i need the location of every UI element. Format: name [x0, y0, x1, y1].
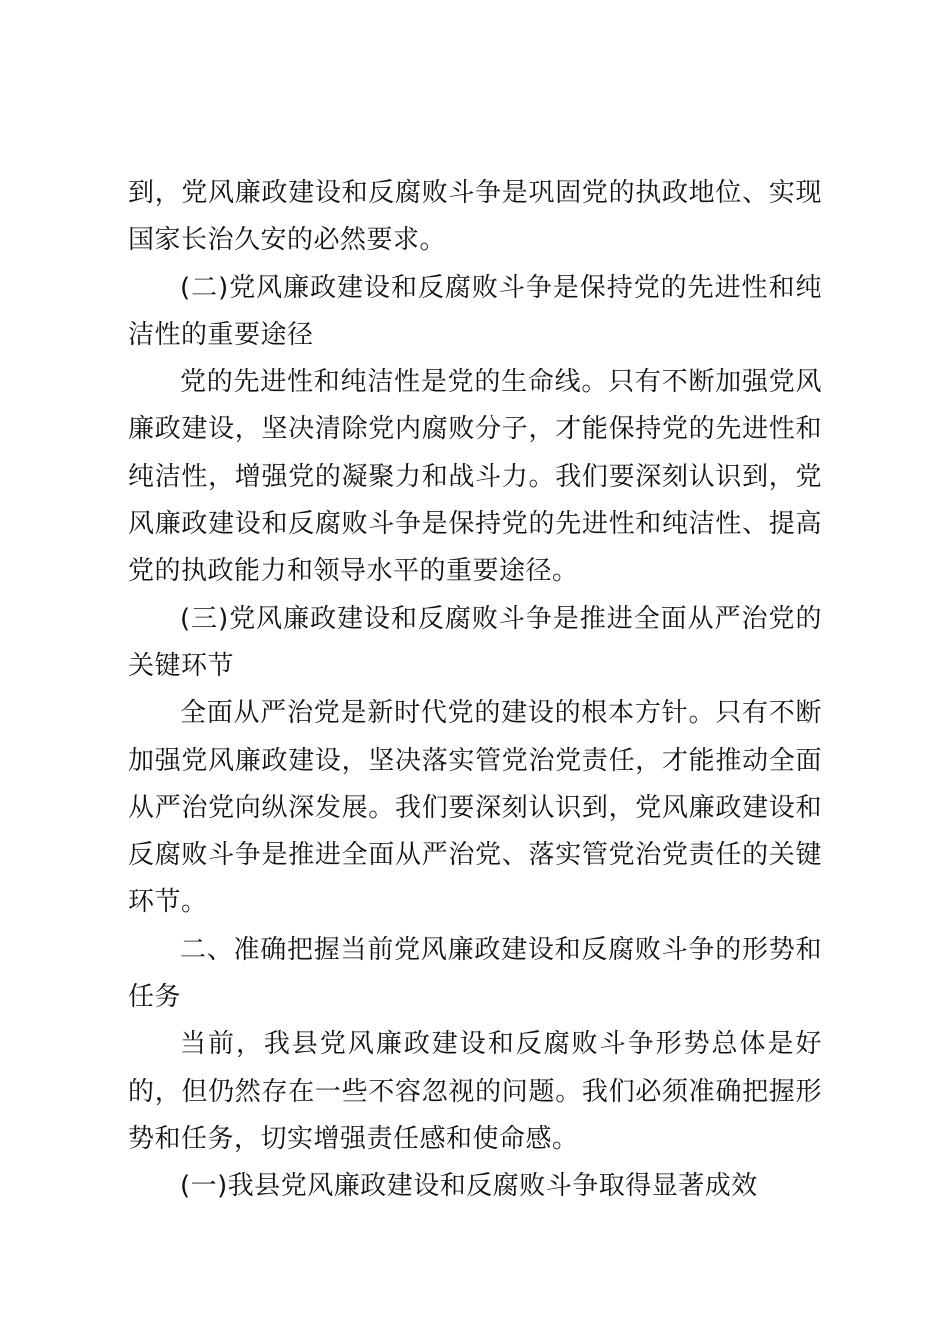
- paragraph-strict-governance: 全面从严治党是新时代党的建设的根本方针。只有不断加强党风廉政建设，坚决落实管党治党责任，才能推动全面从严治党向纵深发展。我们要深刻认识到，党风廉政建设和反腐败斗争是推进全面从严治党、落实管党治党责任的关键环节。: [128, 698, 822, 918]
- document-body: [128, 170, 822, 1211]
- paragraph-situation: 当前，我县党风廉政建设和反腐败斗争形势总体是好的，但仍然存在一些不容忽视的问题。我们必须准确把握形势和任务，切实增强责任感和使命感。: [128, 1029, 822, 1154]
- section-heading-2: 二、准确把握当前党风廉政建设和反腐败斗争的形势和任务: [128, 934, 822, 1013]
- subheading-1: (一)我县党风廉政建设和反腐败斗争取得显著成效: [180, 1171, 758, 1202]
- paragraph-purity: 党的先进性和纯洁性是党的生命线。只有不断加强党风廉政建设，坚决清除党内腐败分子，才能保持党的先进性和纯洁性，增强党的凝聚力和战斗力。我们要深刻认识到，党风廉政建设和反腐败斗争是保持党的先进性和纯洁性、提高党的执政能力和领导水平的重要途径。: [128, 367, 822, 587]
- paragraph-continued: 到，党风廉政建设和反腐败斗争是巩固党的执政地位、实现国家长治久安的必然要求。: [128, 178, 822, 256]
- subheading-2: (二)党风廉政建设和反腐败斗争是保持党的先进性和纯洁性的重要途径: [128, 272, 822, 350]
- subheading-3: (三)党风廉政建设和反腐败斗争是推进全面从严治党的关键环节: [128, 603, 822, 681]
